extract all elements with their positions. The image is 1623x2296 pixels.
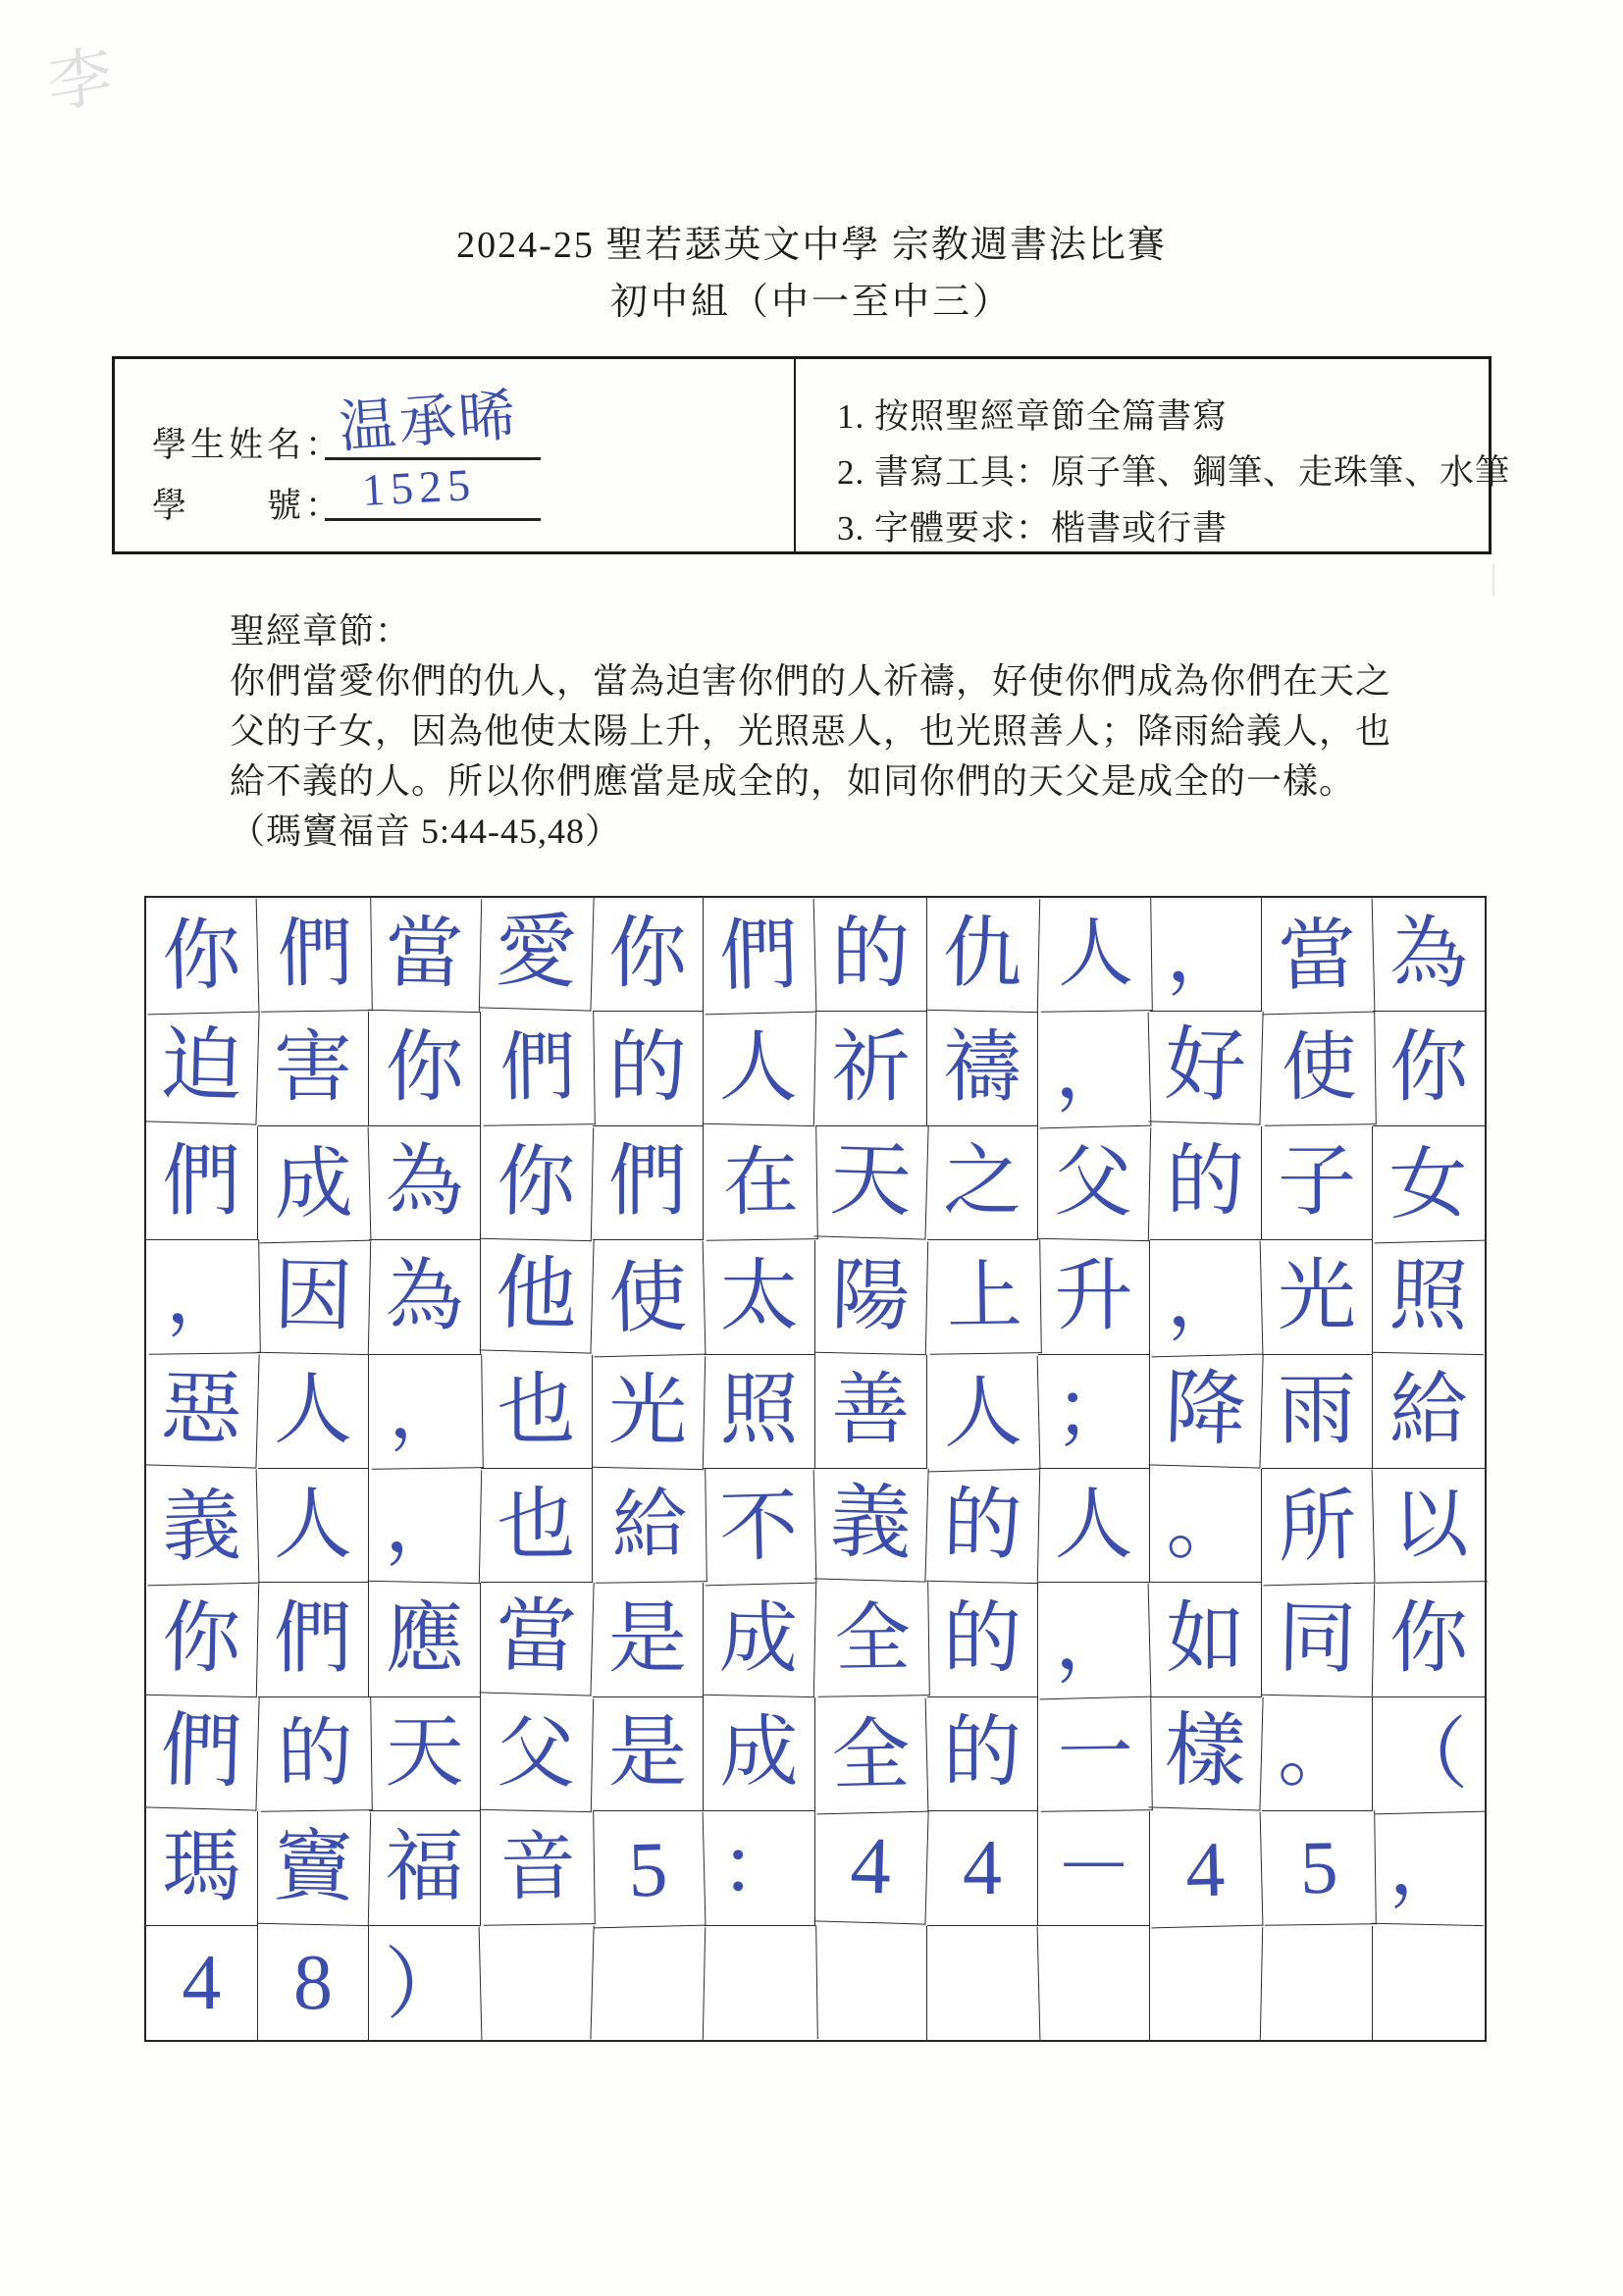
grid-cell-r8-c10: 樣 [1148,1694,1263,1811]
grid-cell-r5-c7: 善 [815,1355,927,1469]
grid-cell-r10-c3: ） [368,1926,482,2043]
rule-item-2: 2. 書寫工具：原子筆、鋼筆、走珠筆、水筆 [837,453,1511,492]
grid-cell-r6-c5: 給 [594,1468,707,1584]
grid-cell-r2-c3: 你 [369,1012,481,1125]
grid-cell-r7-c7: 全 [816,1583,929,1698]
grid-cell-r9-c9: － [1038,1811,1150,1925]
passage-line-2: 父的子女，因為他使太陽上升，光照惡人，也光照善人；降雨給義人，也 [230,711,1392,751]
grid-cell-r7-c6: 成 [703,1582,816,1698]
grid-cell-r1-c1: 你 [145,899,259,1016]
grid-cell-r10-c12 [1373,1926,1485,2040]
grid-cell-r9-c5: 5 [591,1812,705,1929]
passage-line-1: 你們當愛你們的仇人，當為迫害你們的人祈禱，好使你們成為你們在天之 [230,661,1392,701]
grid-cell-r4-c8: 上 [928,1239,1041,1355]
rule-item-1: 1. 按照聖經章節全篇書寫 [837,397,1229,436]
grid-cell-r1-c9: 人 [1040,897,1153,1013]
grid-cell-r10-c10 [1149,1924,1263,2041]
grid-cell-r7-c5: 是 [593,1583,705,1696]
student-name-label: 學生姓名： [152,426,344,464]
grid-cell-r2-c5: 的 [593,1012,705,1125]
grid-cell-r1-c4: 愛 [479,894,594,1012]
grid-cell-r2-c8: 禱 [927,1012,1039,1125]
grid-cell-r4-c11: 光 [1262,1240,1374,1354]
grid-cell-r8-c3: 天 [369,1697,481,1811]
grid-cell-r1-c12: 為 [1373,898,1485,1012]
grid-cell-r5-c5: 光 [591,1353,705,1470]
grid-cell-r9-c4: 音 [482,1810,595,1926]
grid-cell-r8-c11: 。 [1262,1697,1374,1811]
grid-cell-r9-c8: 4 [927,1811,1039,1925]
grid-cell-r5-c4: 也 [481,1355,593,1469]
grid-cell-r10-c9 [1038,1926,1150,2040]
grid-cell-r3-c7: 天 [813,1122,928,1240]
grid-cell-r9-c1: 瑪 [146,1811,258,1925]
grid-cell-r4-c6: 太 [704,1240,815,1354]
grid-cell-r7-c11: 同 [1260,1582,1374,1698]
grid-cell-r9-c12: ， [1372,1810,1486,1927]
grid-cell-r3-c2: 成 [256,1126,370,1243]
grid-cell-r6-c6: 不 [703,1470,816,1587]
grid-cell-r9-c2: 竇 [256,1810,370,1927]
grid-cell-r9-c6: ： [704,1811,815,1925]
grid-cell-r3-c5: 們 [593,1126,705,1240]
grid-cell-r4-c2: 因 [256,1239,370,1356]
grid-cell-r6-c12: 以 [1375,1468,1488,1584]
grid-cell-r3-c10: 的 [1150,1126,1262,1240]
grid-cell-r7-c1: 你 [145,1582,259,1698]
grid-cell-r5-c10: 降 [1148,1351,1263,1469]
grid-cell-r5-c3: ， [371,1354,484,1470]
grid-cell-r2-c4: 們 [482,1012,595,1127]
grid-cell-r7-c3: 應 [369,1583,481,1696]
grid-cell-r2-c9: ， [1037,1013,1151,1129]
scan-artifact-line [1492,564,1494,596]
grid-cell-r1-c11: 當 [1260,899,1374,1016]
grid-cell-r1-c6: 們 [703,899,816,1016]
grid-cell-r1-c10: ， [1150,898,1262,1012]
grid-cell-r6-c8: 的 [925,1468,1039,1585]
grid-cell-r8-c1: 們 [144,1694,259,1811]
document-title: 2024-25 聖若瑟英文中學 宗教週書法比賽 [456,225,1167,266]
grid-cell-r8-c5: 是 [593,1697,705,1811]
grid-cell-r6-c10: 。 [1150,1469,1262,1583]
grid-cell-r2-c1: 迫 [144,1009,259,1126]
grid-cell-r5-c2: 人 [258,1355,370,1469]
bible-passage-block [230,606,1466,857]
grid-cell-r3-c1: 們 [146,1126,258,1240]
grid-cell-r4-c7: 陽 [814,1239,928,1356]
grid-cell-r6-c2: 人 [258,1469,370,1583]
grid-cell-r6-c11: 所 [1260,1470,1374,1587]
passage-line-3: 給不義的人。所以你們應當是成全的，如同你們的天父是成全的一樣。 [230,761,1356,801]
grid-cell-r7-c10: 如 [1150,1583,1262,1696]
grid-cell-r1-c2: 們 [259,897,372,1013]
grid-cell-r10-c11 [1262,1926,1374,2040]
grid-cell-r4-c9: 升 [1038,1240,1150,1354]
grid-cell-r2-c10: 好 [1148,1009,1263,1126]
grid-cell-r2-c6: 人 [703,1011,816,1127]
grid-cell-r10-c2: 8 [258,1926,370,2040]
grid-cell-r3-c8: 之 [927,1126,1039,1240]
grid-cell-r6-c1: 義 [145,1470,259,1587]
grid-cell-r3-c9: 父 [1037,1125,1151,1242]
grid-cell-r6-c4: 也 [481,1469,593,1583]
grid-cell-r1-c3: 當 [368,897,482,1014]
student-id-underline [325,518,541,521]
grid-cell-r9-c11: 5 [1263,1810,1376,1926]
student-id-handwritten: 1525 [360,458,478,516]
grid-cell-r1-c7: 的 [815,898,927,1012]
rules-list [837,389,1511,556]
grid-cell-r5-c9: ； [1038,1355,1150,1469]
grid-cell-r10-c1: 4 [146,1926,258,2040]
grid-cell-r2-c7: 祈 [815,1012,927,1125]
grid-cell-r5-c6: 照 [704,1355,815,1469]
grid-cell-r9-c3: 福 [369,1811,481,1925]
grid-cell-r7-c4: 當 [479,1580,594,1697]
grid-cell-r10-c8 [925,1926,1039,2043]
grid-cell-r8-c6: 成 [704,1697,815,1811]
grid-cell-r10-c4 [479,1922,594,2040]
passage-reference: （瑪竇福音 5:44-45,48） [230,811,621,851]
grid-cell-r8-c9: 一 [1040,1696,1153,1812]
grid-cell-r7-c2: 們 [258,1583,370,1696]
grid-cell-r1-c8: 仇 [925,897,1039,1014]
grid-cell-r8-c2: 的 [259,1696,372,1812]
calligraphy-writing-grid [144,896,1487,2042]
grid-cell-r3-c11: 子 [1262,1126,1374,1240]
grid-cell-r5-c8: 人 [925,1355,1039,1472]
grid-cell-r2-c12: 你 [1373,1012,1485,1125]
rule-item-3: 3. 字體要求：楷書或行書 [837,509,1229,548]
grid-cell-r7-c12: 你 [1373,1583,1485,1696]
grid-cell-r8-c8: 的 [927,1697,1039,1811]
grid-cell-r7-c8: 的 [927,1583,1039,1696]
grid-cell-r4-c10: ， [1149,1241,1263,1358]
grid-cell-r2-c2: 害 [258,1012,370,1125]
grid-cell-r6-c7: 義 [813,1465,928,1583]
student-name-handwritten: 温承晞 [337,383,521,460]
grid-cell-r10-c7 [815,1926,927,2040]
grid-cell-r8-c12: （ [1372,1697,1486,1814]
grid-cell-r10-c6 [706,1925,818,2041]
document-subtitle: 初中組（中一至中三） [609,282,1013,323]
grid-cell-r4-c12: 照 [1372,1239,1486,1356]
grid-cell-r4-c4: 他 [479,1237,594,1355]
grid-cell-r8-c7: 全 [814,1697,928,1814]
grid-cell-r1-c5: 你 [593,898,705,1012]
grid-cell-r8-c4: 父 [480,1696,594,1813]
grid-cell-r2-c11: 使 [1263,1012,1376,1127]
grid-cell-r10-c5 [591,1924,705,2041]
grid-cell-r3-c3: 為 [369,1126,481,1240]
passage-heading: 聖經章節： [230,611,412,651]
grid-cell-r9-c10: 4 [1149,1812,1263,1929]
grid-cell-r3-c12: 女 [1372,1126,1486,1243]
student-info-box [112,356,1511,554]
grid-cell-r6-c9: 人 [1038,1469,1150,1583]
grid-cell-r4-c1: ， [147,1239,260,1355]
grid-cell-r3-c4: 你 [480,1125,594,1242]
grid-cell-r5-c12: 給 [1373,1355,1485,1469]
grid-cell-r6-c3: ， [368,1468,482,1585]
grid-cell-r3-c6: 在 [706,1125,818,1241]
grid-cell-r5-c11: 雨 [1262,1355,1374,1469]
pencil-corner-mark: 李 [45,39,115,123]
info-box-divider [794,359,796,551]
student-id-label: 學 號： [152,487,344,525]
grid-cell-r9-c7: 4 [813,1808,928,1926]
grid-cell-r7-c9: ， [1037,1584,1151,1700]
grid-cell-r4-c3: 為 [369,1240,481,1354]
grid-cell-r4-c5: 使 [591,1241,705,1358]
grid-cell-r5-c1: 惡 [144,1351,259,1469]
